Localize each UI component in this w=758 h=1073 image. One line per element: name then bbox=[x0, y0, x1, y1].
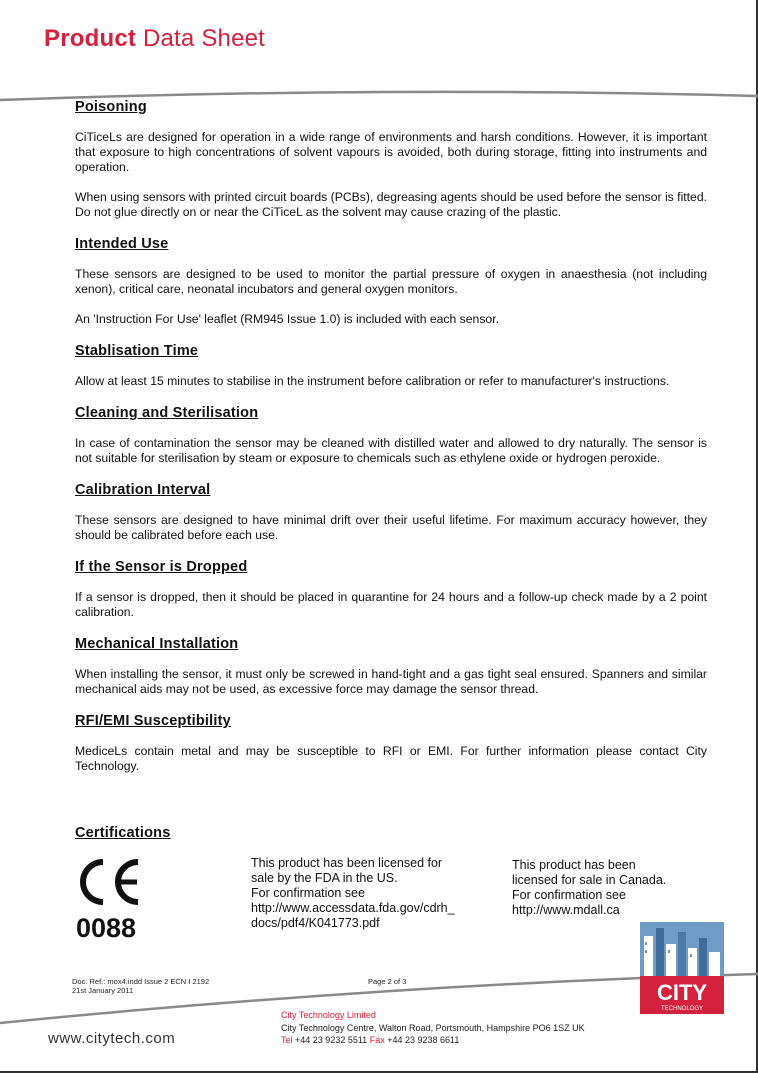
section-paragraph: These sensors are designed to have minimal drift over their useful lifetime. For maximum accuracy however, they should be calibrated before each use. bbox=[75, 513, 707, 542]
section-heading: Mechanical Installation bbox=[75, 636, 239, 652]
section-heading: Calibration Interval bbox=[75, 482, 211, 498]
section-paragraph: Allow at least 15 minutes to stabilise in the instrument before calibration or refer to manufacturer's instructions. bbox=[75, 374, 670, 388]
section-paragraph: An 'Instruction For Use' leaflet (RM945 Issue 1.0) is included with each sensor. bbox=[75, 312, 499, 326]
company-name: City Technology Limited bbox=[281, 1010, 376, 1020]
fax-label: Fax bbox=[369, 1035, 385, 1045]
section-heading: RFI/EMI Susceptibility bbox=[75, 713, 231, 729]
section-paragraph: In case of contamination the sensor may be cleaned with distilled water and allowed to dry naturally. The sensor is not suitable for sterilisation by steam or exposure to chemicals such as ethylene oxide or hydrogen peroxide. bbox=[75, 436, 707, 465]
logo-subtext: TECHNOLOGY bbox=[660, 1006, 704, 1012]
fax-number: +44 23 9238 6611 bbox=[387, 1035, 460, 1045]
title-bold: Product bbox=[44, 25, 137, 52]
section-intended-use bbox=[75, 235, 707, 327]
section-rfi-emi bbox=[75, 712, 707, 774]
ce-notified-body-number: 0088 bbox=[76, 913, 137, 943]
certifications-block bbox=[75, 825, 725, 945]
fda-line: sale by the FDA in the US. bbox=[251, 871, 398, 885]
section-poisoning bbox=[75, 98, 707, 220]
canada-url: http://www.mdall.ca bbox=[512, 903, 620, 917]
section-sensor-dropped bbox=[75, 558, 707, 620]
website-link[interactable]: www.citytech.com bbox=[48, 1030, 176, 1047]
section-mechanical-installation bbox=[75, 635, 707, 697]
canada-license-text bbox=[512, 858, 712, 918]
company-contact bbox=[281, 1009, 585, 1047]
city-technology-logo bbox=[640, 922, 724, 1014]
section-cleaning bbox=[75, 404, 707, 466]
certifications-heading: Certifications bbox=[75, 825, 171, 841]
fda-line: This product has been licensed for bbox=[251, 856, 443, 870]
fda-license-text bbox=[251, 856, 481, 931]
section-paragraph: MediceLs contain metal and may be susceptible to RFI or EMI. For further information please contact City Technology. bbox=[75, 744, 707, 773]
fda-line: For confirmation see bbox=[251, 886, 365, 900]
section-heading: If the Sensor is Dropped bbox=[75, 559, 248, 575]
ce-mark-icon bbox=[75, 857, 145, 907]
doc-reference: Doc. Ref.: mox4.indd Issue 2 ECN I 2192 bbox=[72, 977, 210, 986]
section-heading: Poisoning bbox=[75, 99, 147, 115]
section-heading: Stablisation Time bbox=[75, 343, 199, 359]
tel-number: +44 23 9232 5511 bbox=[295, 1035, 368, 1045]
section-heading: Intended Use bbox=[75, 236, 169, 252]
canada-line: This product has been bbox=[512, 858, 636, 872]
section-stabilisation-time bbox=[75, 342, 707, 389]
section-paragraph: CiTiceLs are designed for operation in a wide range of environments and harsh conditions. However, it is important that exposure to high concentrations of solvent vapours is avoided, both during storage, fitting into instruments and operation. bbox=[75, 130, 707, 174]
section-heading: Cleaning and Sterilisation bbox=[75, 405, 259, 421]
main-content bbox=[75, 98, 707, 789]
company-address: City Technology Centre, Walton Road, Portsmouth, Hampshire PO6 1SZ UK bbox=[281, 1022, 585, 1033]
section-paragraph: When installing the sensor, it must only be screwed in hand-tight and a gas tight seal ensured. Spanners and similar mechanical aids may not be used, as excessive force may damage the sensor thread. bbox=[75, 667, 707, 696]
logo-text: CITY bbox=[656, 980, 708, 1005]
company-phone-fax bbox=[281, 1034, 585, 1047]
footer-doc-ref bbox=[72, 977, 209, 995]
title-light: Data Sheet bbox=[142, 25, 266, 52]
section-paragraph: These sensors are designed to be used to monitor the partial pressure of oxygen in anaesthesia (not including xenon), critical care, neonatal incubators and general oxygen monitors. bbox=[75, 267, 707, 296]
canada-line: For confirmation see bbox=[512, 888, 626, 902]
doc-date: 21st January 2011 bbox=[72, 986, 134, 995]
section-paragraph: When using sensors with printed circuit boards (PCBs), degreasing agents should be used before the sensor is fitted. Do not glue directly on or near the CiTiceL as the solvent may cause crazing of the plastic. bbox=[75, 190, 707, 219]
section-calibration-interval bbox=[75, 481, 707, 543]
canada-line: licensed for sale in Canada. bbox=[512, 873, 667, 887]
tel-label: Tel bbox=[281, 1035, 293, 1045]
fda-url: docs/pdf4/K041773.pdf bbox=[251, 916, 380, 930]
page-number: Page 2 of 3 bbox=[368, 977, 407, 986]
section-paragraph: If a sensor is dropped, then it should be placed in quarantine for 24 hours and a follow-up check made by a 2 point calibration. bbox=[75, 590, 707, 619]
fda-url: http://www.accessdata.fda.gov/cdrh_ bbox=[251, 901, 455, 915]
